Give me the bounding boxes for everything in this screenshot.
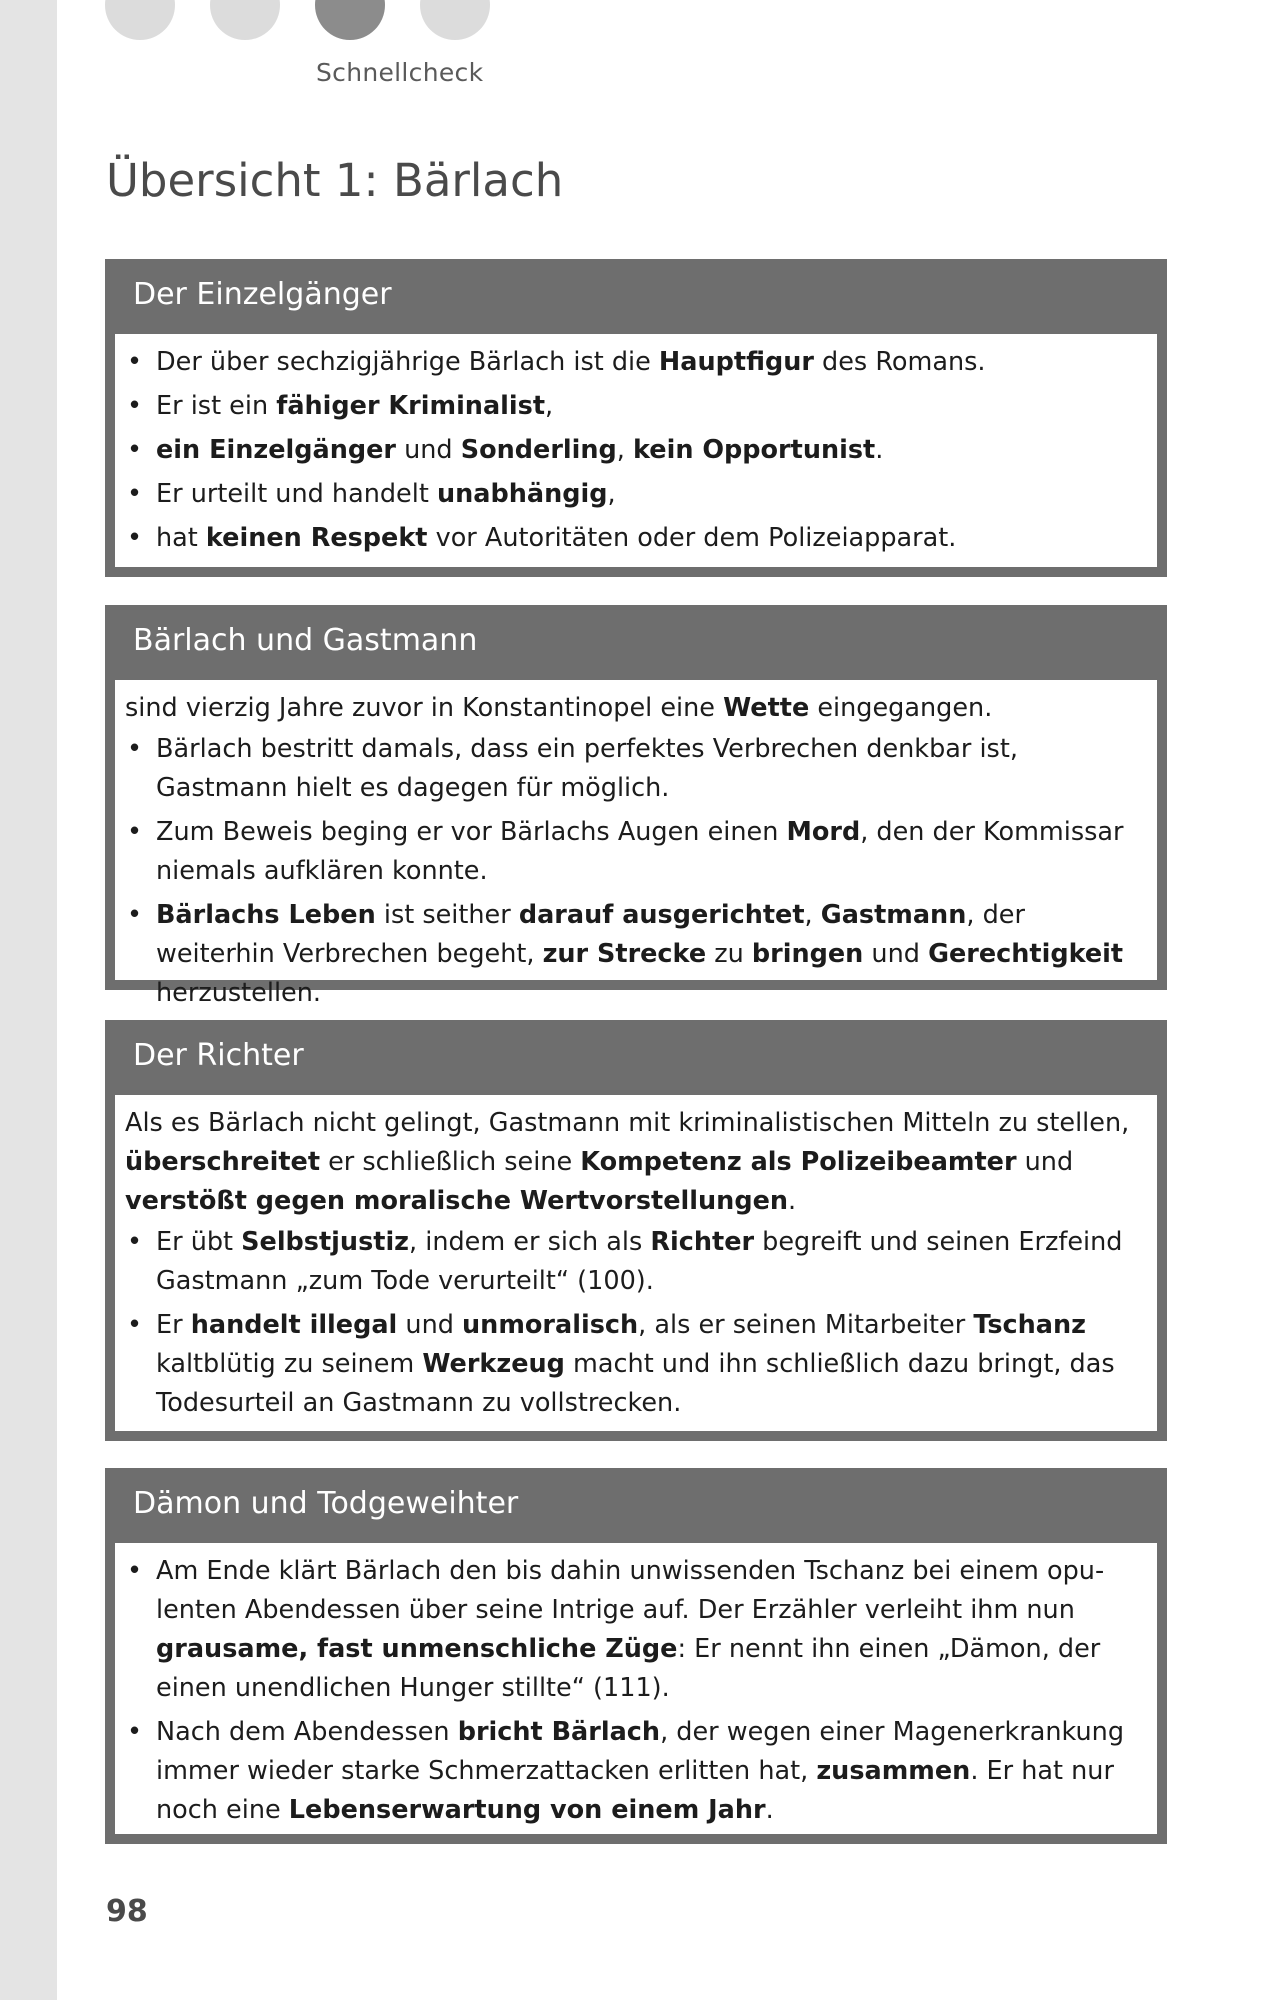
bold-text: darauf ausgerichtet (518, 900, 805, 930)
bold-text: verstößt gegen moralische Wertvorstellungen (125, 1186, 789, 1216)
bold-text: Wette (723, 693, 810, 723)
text-run: . Er hat nur noch eine (156, 1756, 1114, 1825)
box-daemon-und-todgeweihter (105, 1468, 1167, 1844)
progress-dot-4 (420, 0, 490, 40)
box-intro (125, 689, 1147, 728)
bold-text: kein Opportunist (633, 435, 876, 465)
text-run: , (804, 900, 821, 930)
progress-dot-2 (210, 0, 280, 40)
bullet-item (125, 1306, 1147, 1423)
bold-text: Hauptfigur (658, 347, 814, 377)
box-title: Bärlach und Gastmann (133, 623, 478, 658)
bullet-item (125, 896, 1147, 1013)
text-run: , der wegen einer Magenerkrankung immer wieder starke Schmerzattacken erlitten hat, (156, 1717, 1125, 1786)
bold-text: keinen Respekt (205, 523, 428, 553)
text-run: , (607, 479, 616, 509)
text-run: Am Ende klärt Bärlach den bis dahin unwissenden Tschanz bei einem opulenten Abendessen über seine Intrige auf. Der Erzähler verleiht ihm nun (156, 1556, 1105, 1625)
bold-text: unabhängig (436, 479, 608, 509)
text-run: Er (156, 1310, 191, 1340)
box-der-einzelgaenger (105, 259, 1167, 577)
page-title: Übersicht 1: Bärlach (106, 154, 564, 207)
bold-text: zur Strecke (542, 939, 707, 969)
text-run: , (616, 435, 634, 465)
bold-text: Lebenserwartung von einem Jahr (288, 1795, 766, 1825)
progress-dot-3-active (315, 0, 385, 40)
bullet-list (125, 1552, 1147, 1830)
bullet-item (125, 730, 1147, 808)
text-run: sind vierzig Jahre zuvor in Konstantinopel eine (125, 693, 724, 723)
bold-text: Tschanz (973, 1310, 1087, 1340)
bold-text: bringen (751, 939, 864, 969)
text-run: Als es Bärlach nicht gelingt, Gastmann mit kriminalistischen Mitteln zu stellen, (125, 1108, 1130, 1138)
box-der-richter (105, 1020, 1167, 1441)
bold-text: ein Einzelgänger (156, 435, 396, 465)
bold-text: überschreitet (125, 1147, 321, 1177)
box-body (115, 1095, 1157, 1431)
bold-text: handelt illegal (190, 1310, 398, 1340)
text-run: : Er nennt ihn einen „Dämon, der einen unendlichen Hunger stillte“ (111). (156, 1634, 1101, 1703)
text-run: Zum Beweis beging er vor Bärlachs Augen einen (156, 817, 787, 847)
box-intro (125, 1104, 1147, 1221)
text-run: kaltblütig zu seinem (156, 1349, 423, 1379)
text-run: Bärlach bestritt damals, dass ein perfektes Verbrechen denkbar ist, Gastmann hielt es dagegen für möglich. (156, 734, 1018, 803)
text-run: Er übt (156, 1227, 242, 1257)
section-label: Schnellcheck (316, 58, 484, 87)
text-run: er schließlich seine (320, 1147, 581, 1177)
bold-text: fähiger Kriminalist (276, 391, 546, 421)
text-run: . (875, 435, 884, 465)
bold-text: Gastmann (820, 900, 967, 930)
box-body (115, 334, 1157, 567)
page-number: 98 (106, 1894, 148, 1929)
bold-text: unmoralisch (462, 1310, 639, 1340)
bold-text: Werkzeug (422, 1349, 565, 1379)
text-run: , der weiterhin Verbrechen begeht, (156, 900, 1025, 969)
bold-text: Richter (650, 1227, 755, 1257)
bold-text: bricht Bärlach (457, 1717, 661, 1747)
text-run: und (1016, 1147, 1074, 1177)
box-body (115, 1543, 1157, 1834)
text-run: ist seither (375, 900, 519, 930)
text-run: herzustellen. (156, 978, 321, 1008)
text-run: , indem er sich als (409, 1227, 651, 1257)
bullet-item (125, 1713, 1147, 1830)
bullet-item (125, 1552, 1147, 1708)
box-title: Der Richter (133, 1038, 304, 1073)
text-run: eingegangen. (809, 693, 993, 723)
text-run: zu (706, 939, 752, 969)
progress-dot-1 (105, 0, 175, 40)
bold-text: zusammen (816, 1756, 971, 1786)
box-title: Dämon und Todgeweihter (133, 1486, 519, 1521)
bold-text: Bärlachs Leben (156, 900, 376, 930)
box-body (115, 680, 1157, 1008)
box-baerlach-und-gastmann (105, 605, 1167, 1008)
text-run: , (545, 391, 554, 421)
bullet-item (125, 813, 1147, 891)
text-run: Er urteilt und handelt (156, 479, 437, 509)
bullet-list (125, 1223, 1147, 1423)
text-run: . (788, 1186, 797, 1216)
bullet-item (125, 387, 1147, 426)
text-run: begreift und seinen Erzfeind Gastmann „zum Tode verurteilt“ (100). (156, 1227, 1123, 1296)
bullet-item (125, 475, 1147, 514)
text-run: vor Autoritäten oder dem Polizeiapparat. (427, 523, 957, 553)
text-run: Er ist ein (156, 391, 277, 421)
bullet-item (125, 343, 1147, 382)
box-title: Der Einzelgänger (133, 277, 392, 312)
bold-text: Kompetenz als Polizeibeamter (580, 1147, 1017, 1177)
bold-text: Sonderling (460, 435, 617, 465)
text-run: und (863, 939, 929, 969)
text-run: hat (156, 523, 206, 553)
text-run: des Romans. (813, 347, 986, 377)
bold-text: Selbstjustiz (241, 1227, 410, 1257)
bullet-list (125, 730, 1147, 1013)
text-run: und (397, 1310, 463, 1340)
bullet-list (125, 343, 1147, 558)
text-run: . (765, 1795, 774, 1825)
bold-text: Gerechtigkeit (928, 939, 1124, 969)
text-run: , als er seinen Mitarbeiter (638, 1310, 974, 1340)
bold-text: grausame, fast unmenschliche Züge (156, 1634, 678, 1664)
text-run: Nach dem Abendessen (156, 1717, 458, 1747)
bullet-item (125, 519, 1147, 558)
bold-text: Mord (786, 817, 861, 847)
text-run: Der über sechzigjährige Bärlach ist die (156, 347, 659, 377)
page-margin-strip (0, 0, 57, 2000)
text-run: und (396, 435, 461, 465)
bullet-item (125, 1223, 1147, 1301)
bullet-item (125, 431, 1147, 470)
text-run: macht und ihn schließlich dazu bringt, das Todesurteil an Gastmann zu vollstrecken. (156, 1349, 1115, 1418)
text-run: , den der Kommissar niemals aufklären konnte. (156, 817, 1124, 886)
